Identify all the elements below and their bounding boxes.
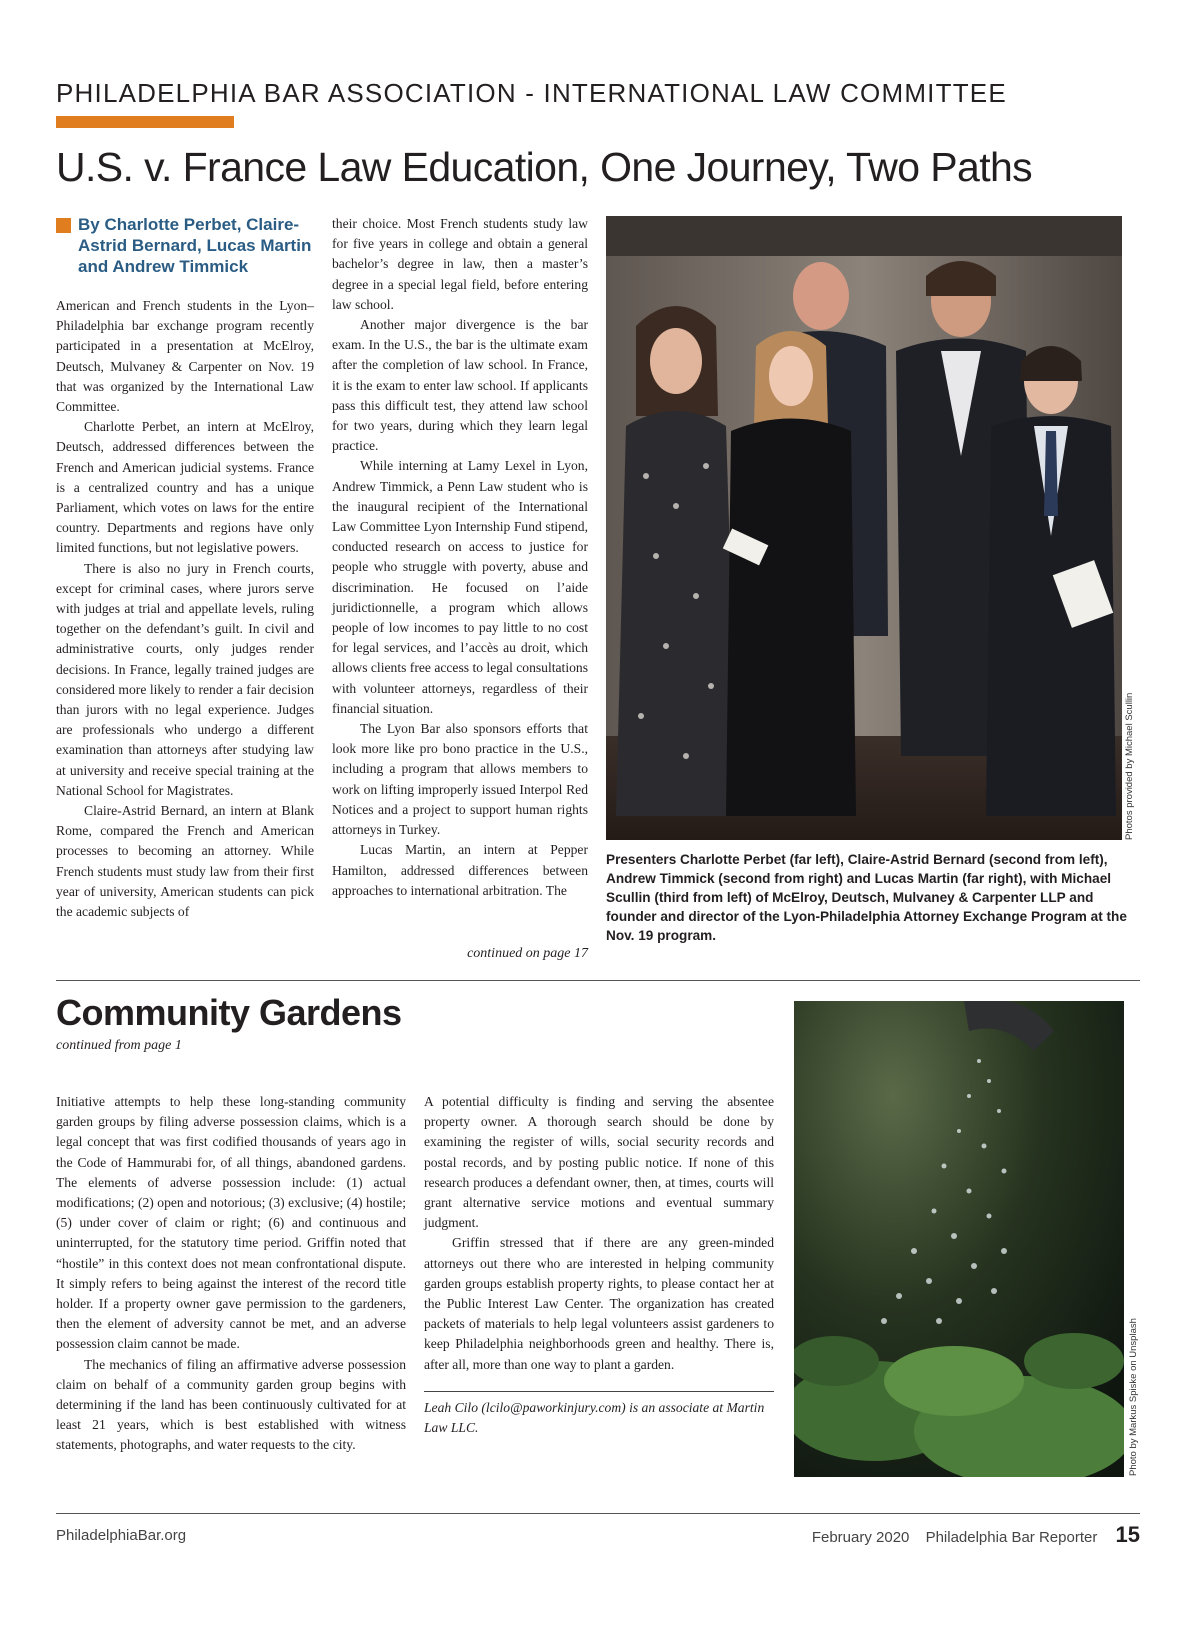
byline-text: By Charlotte Perbet, Claire-Astrid Bernard, Lucas Martin and Andrew Timmick: [78, 215, 312, 276]
photo-credit: Photo by Markus Spiske on Unsplash: [1128, 1318, 1139, 1476]
headline: U.S. v. France Law Education, One Journey, Two Paths: [56, 144, 1033, 190]
paragraph: their choice. Most French students study law for five years in college and obtain a general bachelor’s degree in law, then a master’s degree in a special legal field, before entering law school.: [332, 216, 588, 312]
article-column-2: [332, 214, 588, 901]
author-bio: Leah Cilo (lcilo@paworkinjury.com) is an associate at Martin Law LLC.: [424, 1399, 765, 1436]
footer-info: [800, 1522, 1140, 1548]
continued-note: continued on page 17: [467, 946, 588, 961]
section-title: Community Gardens: [56, 992, 402, 1033]
bio-rule: [424, 1391, 774, 1392]
paragraph: Initiative attempts to help these long-standing community garden groups by filing adverse possession claims, which is a legal concept that was first codified thousands of years ago in the Code of Hammurabi for, of all things, abandoned gardens. The elements of adverse possession include: (1) actual modifications; (2) open and notorious; (3) exclusive; (4) hostile; (5) under cover of claim or right; (6) and continuous and uninterrupted, for the statutory time period. Griffin noted that “hostile” in this context does not mean confrontational dispute. It simply refers to being against the interest of the record title holder. If a property owner gave permission to the gardeners, then the element of adversity cannot be met, and an adverse possession claim cannot be made.: [56, 1094, 406, 1352]
paragraph: A potential difficulty is finding and serving the absentee property owner. A thorough search should be done by examining the register of wills, social security records and postal records, and by posting public notice. If none of this research produces a defendant owner, then, at times, courts will grant alternative service motions and eventual summary judgment.: [424, 1094, 774, 1231]
gardens-column-1: [56, 1092, 406, 1456]
photo-caption: Presenters Charlotte Perbet (far left), Claire-Astrid Bernard (second from left), Andrew Timmick (second from right) and Lucas Martin (far right), with Michael Scullin (third from left) of McElroy, Deutsch, Mulvaney & Carpenter LLP and founder and director of the Lyon-Philadelphia Attorney Exchange Program at the Nov. 19 program.: [606, 852, 1127, 943]
photo-credit: Photos provided by Michael Scullin: [1124, 692, 1135, 840]
gardens-column-2: [424, 1092, 774, 1438]
group-photo: [606, 216, 1122, 840]
article-column-1: [56, 296, 314, 922]
accent-rule: [56, 116, 234, 128]
page-number: 15: [1115, 1522, 1140, 1547]
garden-photo: [794, 1001, 1124, 1477]
paragraph: The mechanics of filing an affirmative adverse possession claim on behalf of a community garden group begins with determining if the land has been continuously cultivated for at least 21 years, which is best established with witness statements, photographs, and water requests to the city.: [56, 1356, 406, 1453]
paragraph: While interning at Lamy Lexel in Lyon, Andrew Timmick, a Penn Law student who is the inaugural recipient of the International Law Committee Lyon Internship Fund stipend, conducted research on access to justice for people who struggle with poverty, abuse and discrimination. He focused on l’aide juridictionnelle, a program which allows people of low incomes to pay little to no cost for legal services, and l’accès au droit, which allows clients free access to legal consultations with volunteer attorneys, regardless of their financial situation.: [332, 458, 588, 716]
garden-photo-illustration: [794, 1001, 1124, 1477]
paragraph: Charlotte Perbet, an intern at McElroy, Deutsch, addressed differences between the French and American judicial systems. France is a centralized country and has a unique Parliament, which votes on laws for the entire country. Departments and regions have only limited functions, but not legislative powers.: [56, 419, 314, 556]
paragraph: There is also no jury in French courts, except for criminal cases, where jurors serve with judges at trial and appellate levels, ruling together on the defendant’s guilt. In civil and administrative courts, only judges render decisions. In France, legally trained judges are considered more likely to render a fair decision than jurors with no legal experience. Judges are professionals who undergo a different examination than attorneys after studying law at university and receive special training at the National School for Magistrates.: [56, 560, 314, 798]
byline: [56, 214, 314, 277]
footer-rule: [56, 1513, 1140, 1514]
paragraph: Claire-Astrid Bernard, an intern at Blank Rome, compared the French and American processes to becoming an attorney. While French students must study law from their first year of university, American students can pick the academic subjects of: [56, 803, 314, 920]
paragraph: Another major divergence is the bar exam. In the U.S., the bar is the ultimate exam after the completion of law school. In France, it is the exam to enter law school. If applicants pass this difficult test, they attend law school for two years, during which they learn legal practice.: [332, 317, 588, 454]
footer-site-link[interactable]: PhiladelphiaBar.org: [56, 1527, 187, 1544]
group-photo-illustration: [606, 216, 1122, 840]
footer-date: February 2020: [811, 1529, 910, 1546]
paragraph: The Lyon Bar also sponsors efforts that look more like pro bono practice in the U.S., including a program that allows members to work on lifting improperly issued Interpol Red Notices and a project to support human rights attorneys in Turkey.: [332, 721, 588, 838]
section-divider: [56, 980, 1140, 981]
paragraph: Lucas Martin, an intern at Pepper Hamilton, addressed differences between approaches to international arbitration. The: [332, 842, 588, 898]
section-kicker: PHILADELPHIA BAR ASSOCIATION - INTERNATIONAL LAW COMMITTEE: [56, 78, 1007, 108]
continued-from-note: continued from page 1: [56, 1038, 182, 1053]
byline-square-icon: [56, 218, 71, 233]
paragraph: American and French students in the Lyon–Philadelphia bar exchange program recently participated in a presentation at McElroy, Deutsch, Mulvaney & Carpenter on Nov. 19 that was organized by the International Law Committee.: [56, 298, 314, 415]
paragraph: Griffin stressed that if there are any green-minded attorneys out there who are interested in helping community garden groups establish property rights, to please contact her at the Public Interest Law Center. The organization has created packets of materials to help legal volunteers assist gardeners to keep Philadelphia neighborhoods green and healthy. There is, after all, more than one way to plant a garden.: [424, 1235, 774, 1372]
footer-publication: Philadelphia Bar Reporter: [925, 1529, 1098, 1546]
